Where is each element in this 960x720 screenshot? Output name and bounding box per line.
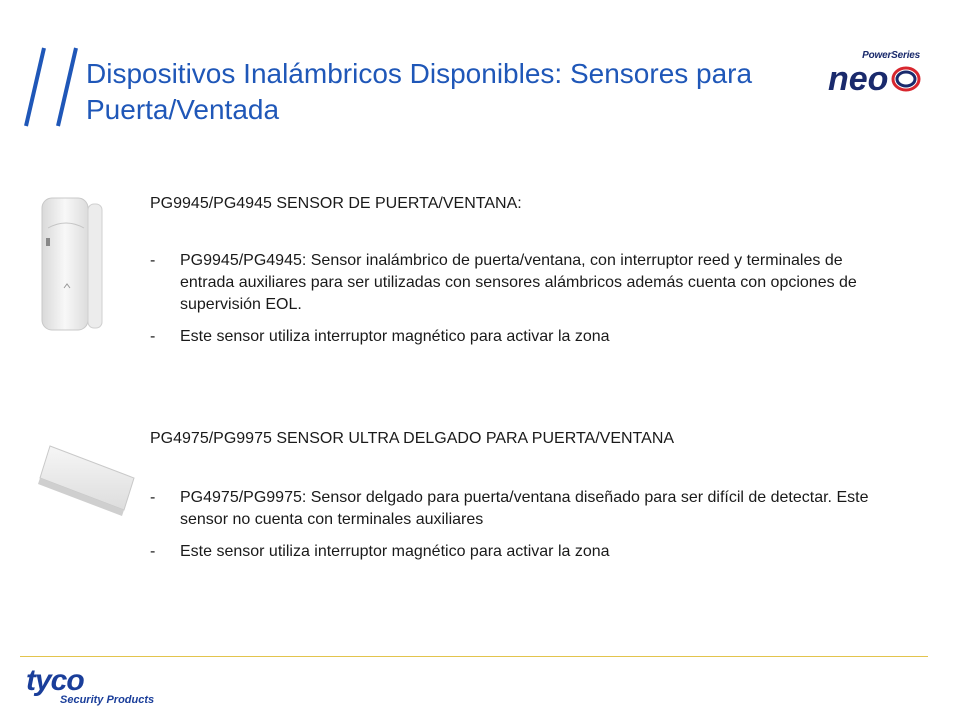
sensor-section-pg4975 xyxy=(150,429,890,573)
logo-brand: neo xyxy=(828,60,889,96)
decorative-slashes xyxy=(22,46,82,128)
list-item: - PG4975/PG9975: Sensor delgado para puerta/ventana diseñado para ser difícil de detectar. Este sensor no cuenta con terminales auxiliares xyxy=(150,489,869,528)
slim-door-sensor-image xyxy=(36,438,136,518)
page-title: Dispositivos Inalámbricos Disponibles: Sensores para Puerta/Ventada xyxy=(86,58,753,125)
neo-logo-icon xyxy=(826,60,926,96)
list-item: - Este sensor utiliza interruptor magnético para activar la zona xyxy=(150,543,610,560)
list-item: - PG9945/PG4945: Sensor inalámbrico de puerta/ventana, con interruptor reed y terminales de entrada auxiliares para ser utilizadas con sensores alámbricos además cuenta con opciones de supervisión EOL. xyxy=(150,252,857,313)
sensor-section-pg9945 xyxy=(150,194,890,358)
powerseries-neo-logo xyxy=(826,50,926,96)
tyco-division: Security Products xyxy=(60,694,155,706)
tyco-name: tyco xyxy=(26,664,84,697)
door-window-sensor-image xyxy=(38,192,108,336)
footer-divider xyxy=(20,656,928,657)
list-item: - Este sensor utiliza interruptor magnético para activar la zona xyxy=(150,328,610,345)
section-heading: PG4975/PG9975 SENSOR ULTRA DELGADO PARA PUERTA/VENTANA xyxy=(150,430,675,447)
tyco-logo xyxy=(24,664,174,710)
section-heading: PG9945/PG4945 SENSOR DE PUERTA/VENTANA: xyxy=(150,195,522,212)
logo-series: PowerSeries xyxy=(862,50,920,61)
